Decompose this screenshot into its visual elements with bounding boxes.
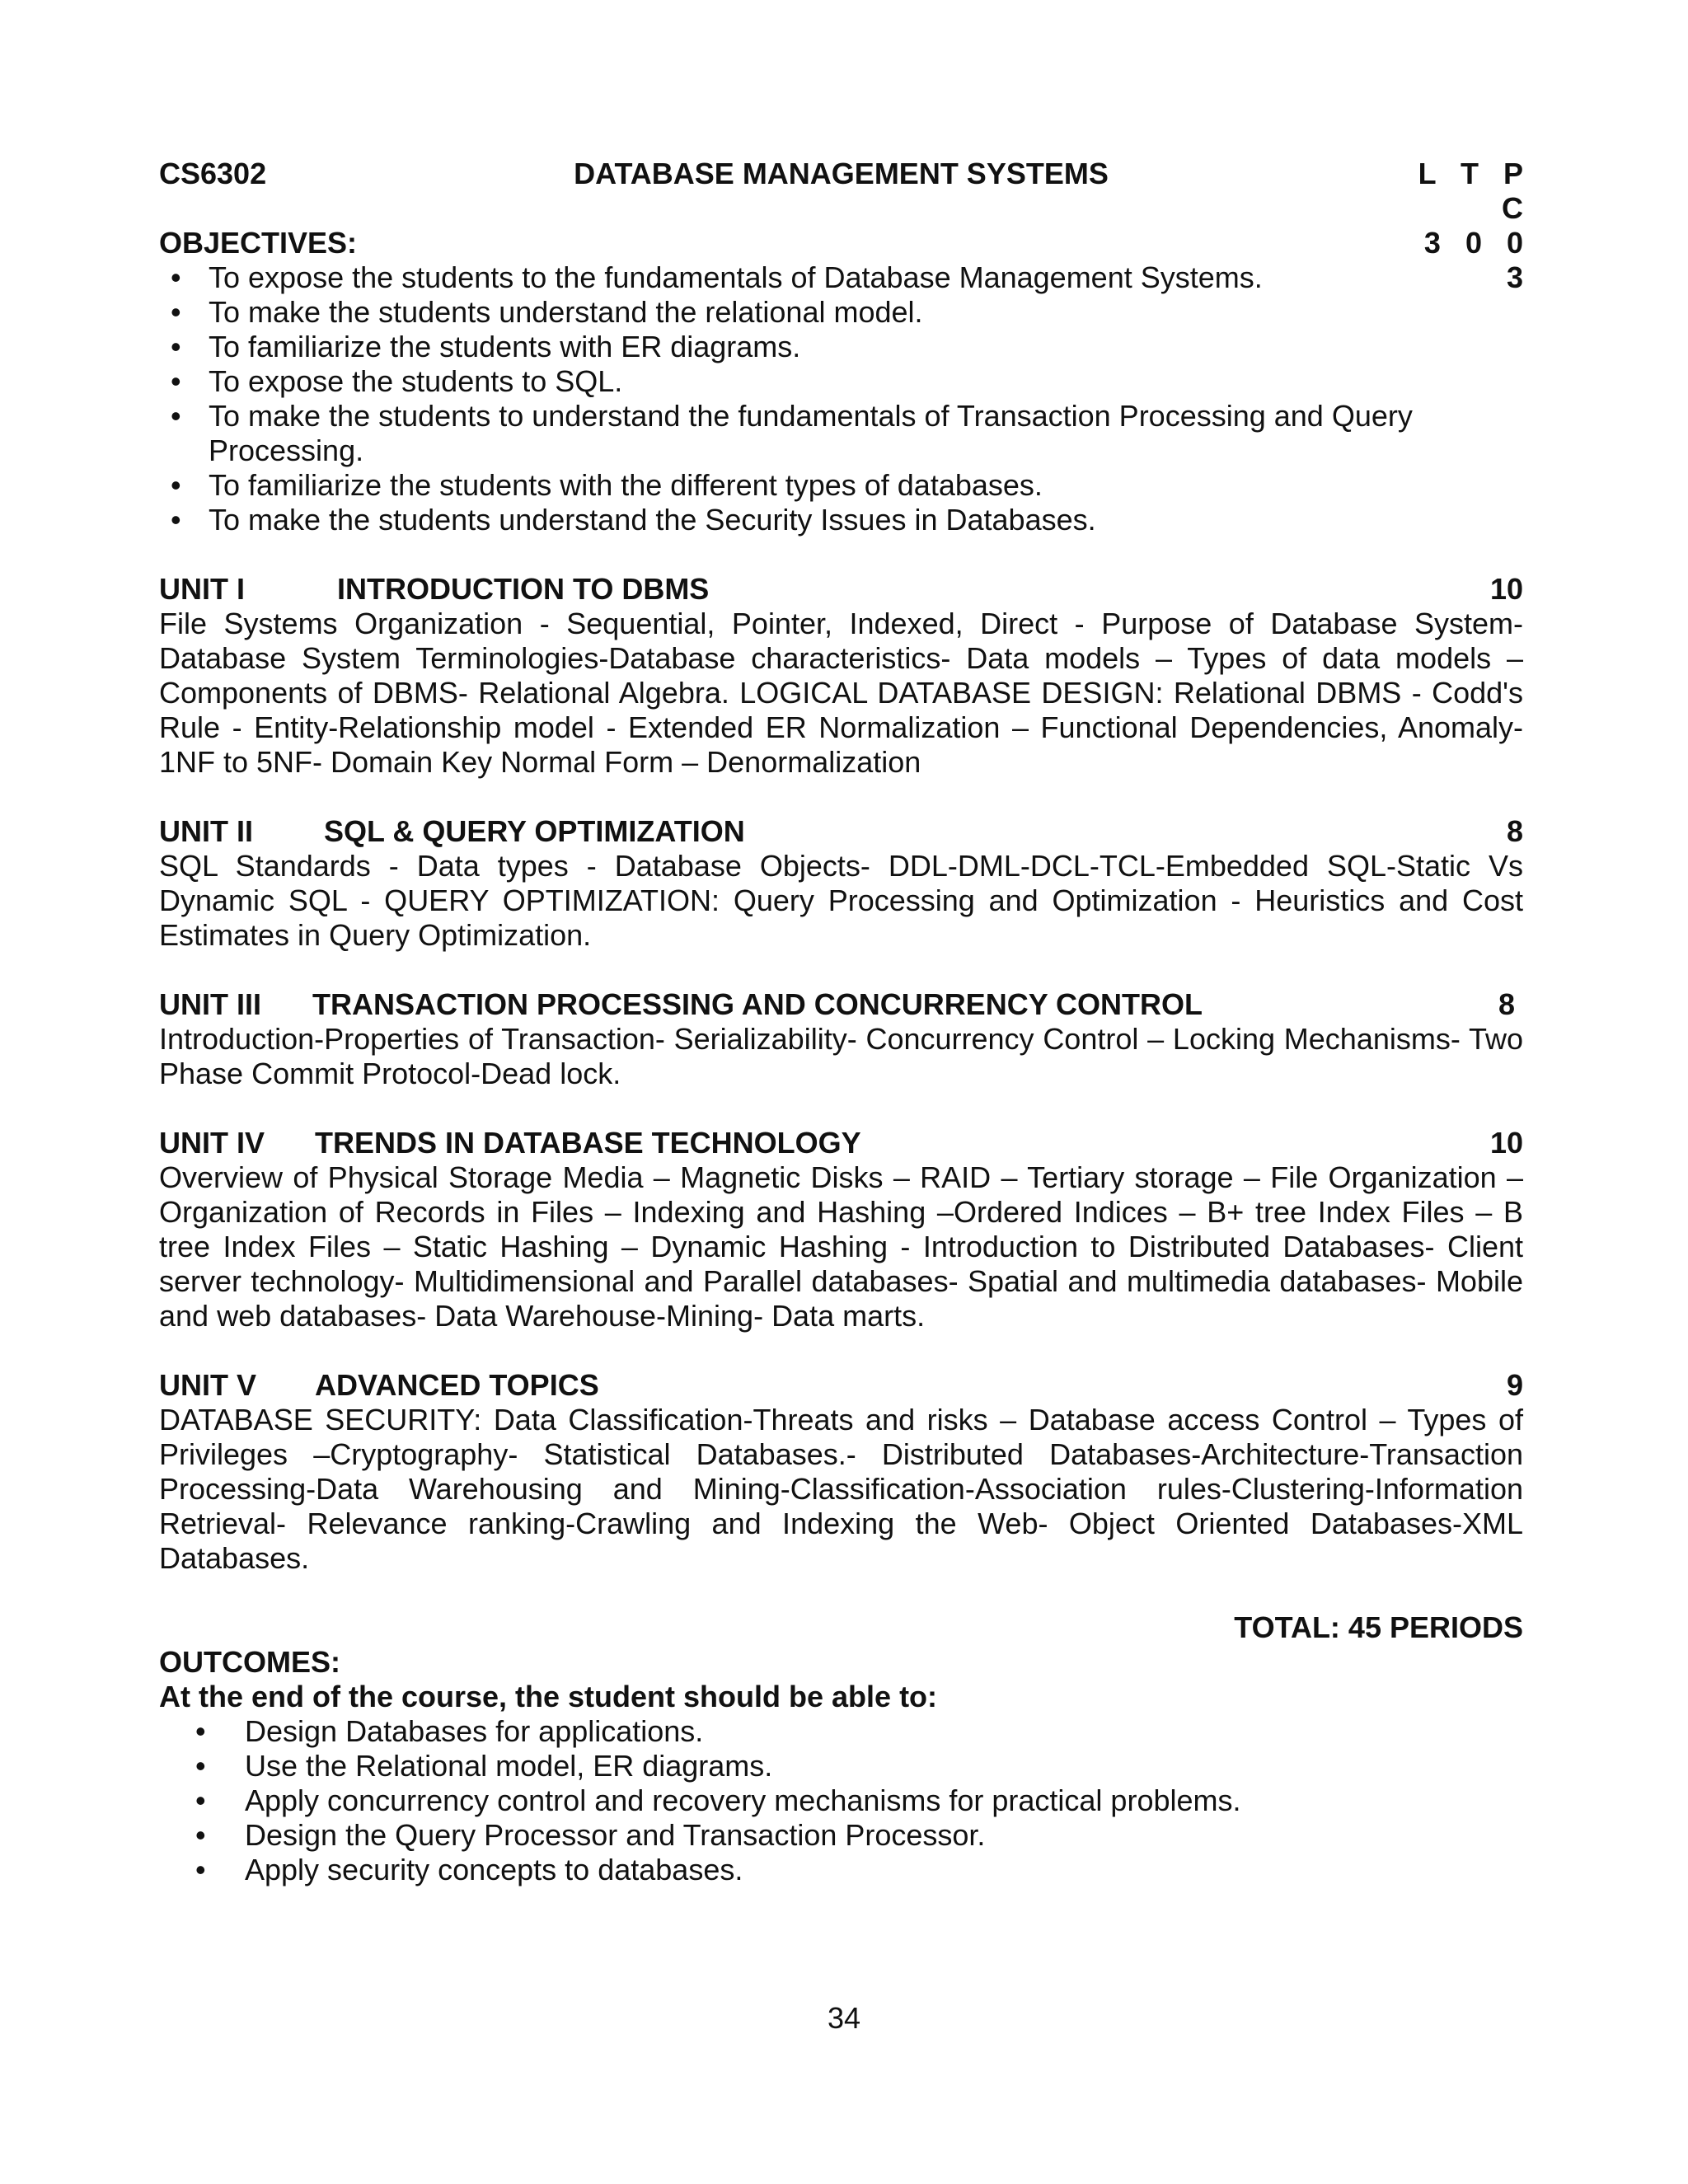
unit-title: INTRODUCTION TO DBMS <box>337 572 710 606</box>
bullet: • <box>195 1749 206 1783</box>
unit-body: File Systems Organization - Sequential, Pointer, Indexed, Direct - Purpose of Database System- Database System Terminologies-Database characteristics- Data models – Types of data models – Components of DBMS- Relational Algebra. LOGICAL DATABASE DESIGN: Relational DBMS - Codd's Rule - Entity-Relationship model - Extended ER Normalization – Functional Dependencies, Anomaly- 1NF to 5NF- Domain Key Normal Form – Denormalization <box>159 607 1523 779</box>
unit-title: TRANSACTION PROCESSING AND CONCURRENCY CONTROL <box>312 987 1203 1021</box>
outcome-item: • Design the Query Processor and Transaction Processor. <box>195 1818 986 1852</box>
ltpc-labels: L T P C <box>1418 157 1531 225</box>
bullet: • <box>171 364 181 398</box>
unit-hours: 10 <box>1489 572 1523 606</box>
objective-item: • To make the students to understand the fundamentals of Transaction Processing and Query Processing. <box>171 399 1413 467</box>
course-code: CS6302 <box>159 157 267 190</box>
outcome-item: • Apply concurrency control and recovery mechanisms for practical problems. <box>195 1783 1241 1817</box>
bullet: • <box>195 1783 206 1817</box>
unit-title: TRENDS IN DATABASE TECHNOLOGY <box>315 1126 861 1160</box>
course-title: DATABASE MANAGEMENT SYSTEMS <box>574 157 1109 190</box>
unit-body: Overview of Physical Storage Media – Magnetic Disks – RAID – Tertiary storage – File Organization – Organization of Records in Files – Indexing and Hashing –Ordered Indices – B+ tree Index Files – B tree Index Files – Static Hashing – Dynamic Hashing - Introduction to Distributed Databases- Client server technology- Multidimensional and Parallel databases- Spatial and multimedia databases- Mobile and web databases- Data Warehouse-Mining- Data marts. <box>159 1160 1523 1333</box>
bullet: • <box>171 468 181 502</box>
unit-label: UNIT V <box>159 1368 257 1402</box>
objective-item: • To make the students understand the relational model. <box>171 295 923 329</box>
bullet: • <box>171 503 181 537</box>
bullet: • <box>195 1818 206 1852</box>
bullet: • <box>195 1853 206 1886</box>
unit-body: DATABASE SECURITY: Data Classification-Threats and risks – Database access Control – Types of Privileges –Cryptography- Statistical Databases.- Distributed Databases-Architecture-Transaction Processing-Data Warehousing and Mining-Classification-Association rules-Clustering-Information Retrieval- Relevance ranking-Crawling and Indexing the Web- Object Oriented Databases-XML Databases. <box>159 1403 1523 1575</box>
objective-item: • To expose the students to the fundamentals of Database Management Systems. <box>171 260 1263 294</box>
unit-label: UNIT IV <box>159 1126 265 1160</box>
objective-item: • To expose the students to SQL. <box>171 364 623 398</box>
unit-heading <box>159 1368 1523 1403</box>
bullet: • <box>171 330 181 363</box>
syllabus-page <box>159 157 1531 1887</box>
unit-label: UNIT II <box>159 814 253 848</box>
unit-1 <box>159 572 1523 780</box>
unit-body: SQL Standards - Data types - Database Objects- DDL-DML-DCL-TCL-Embedded SQL-Static Vs Dynamic SQL - QUERY OPTIMIZATION: Query Processing and Optimization - Heuristics and Cost Estimates in Query Optimization. <box>159 849 1523 952</box>
outcomes-title: OUTCOMES: <box>159 1645 340 1679</box>
bullet: • <box>171 399 181 433</box>
objectives-list <box>159 260 1523 537</box>
unit-title: ADVANCED TOPICS <box>315 1368 599 1402</box>
objective-item: • To familiarize the students with the different types of databases. <box>171 468 1043 502</box>
outcome-item: • Apply security concepts to databases. <box>195 1853 743 1886</box>
objectives-title: OBJECTIVES: <box>159 226 358 260</box>
unit-hours: 10 <box>1489 1126 1523 1160</box>
ltpc-values: 3 0 0 3 <box>1423 226 1531 294</box>
unit-2 <box>159 814 1523 953</box>
unit-5 <box>159 1368 1523 1576</box>
unit-label: UNIT I <box>159 572 245 606</box>
outcome-item: • Design Databases for applications. <box>195 1714 704 1748</box>
unit-heading <box>159 814 1523 849</box>
bullet: • <box>171 295 181 329</box>
page-number: 34 <box>827 2001 861 2035</box>
bullet: • <box>171 260 181 294</box>
outcomes-intro: At the end of the course, the student should be able to: <box>159 1680 938 1713</box>
unit-4 <box>159 1126 1523 1333</box>
outcome-item: • Use the Relational model, ER diagrams. <box>195 1749 773 1783</box>
unit-heading <box>159 1126 1523 1160</box>
unit-title: SQL & QUERY OPTIMIZATION <box>324 814 745 848</box>
unit-label: UNIT III <box>159 987 261 1021</box>
unit-hours: 8 <box>1498 987 1515 1021</box>
objective-item: • To familiarize the students with ER diagrams. <box>171 330 801 363</box>
unit-hours: 9 <box>1506 1368 1523 1402</box>
unit-hours: 8 <box>1506 814 1523 848</box>
unit-3 <box>159 987 1523 1091</box>
unit-heading <box>159 987 1523 1022</box>
unit-body: Introduction-Properties of Transaction- Serializability- Concurrency Control – Locking Mechanisms- Two Phase Commit Protocol-Dead lock. <box>159 1022 1523 1090</box>
total-periods: TOTAL: 45 PERIODS <box>1234 1610 1523 1644</box>
outcomes-list <box>159 1714 1523 1887</box>
unit-heading <box>159 572 1523 607</box>
objective-item: • To make the students understand the Security Issues in Databases. <box>171 503 1096 537</box>
bullet: • <box>195 1714 206 1748</box>
